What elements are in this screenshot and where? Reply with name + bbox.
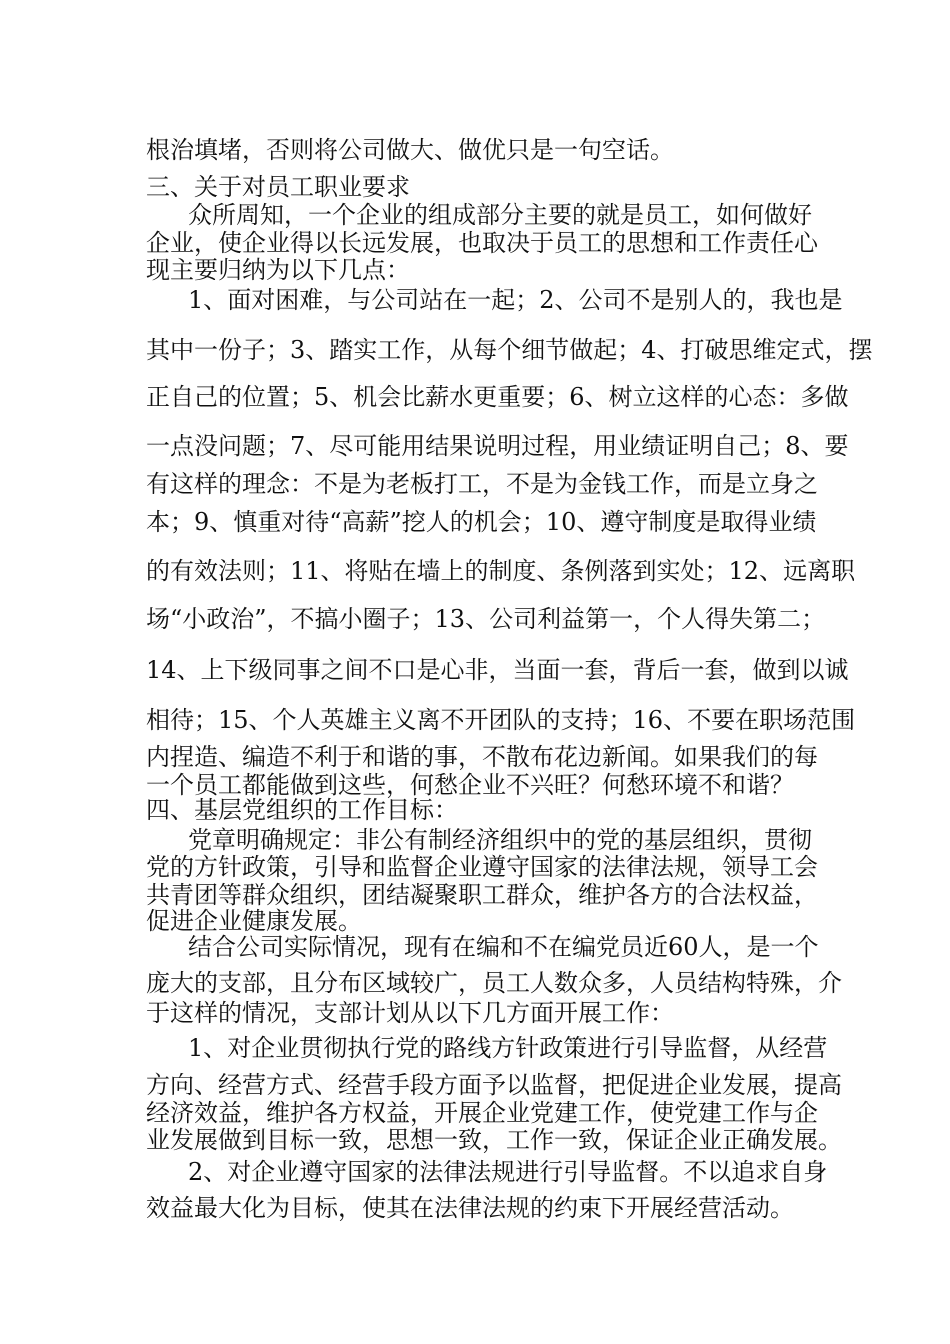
text-line: 效益最大化为目标，使其在法律法规的约束下开展经营活动。 — [146, 1194, 794, 1222]
text-line: 内捏造、编造不利于和谐的事，不散布花边新闻。如果我们的每 — [146, 743, 818, 771]
text-line: 1、对企业贯彻执行党的路线方针政策进行引导监督，从经营 — [188, 1034, 828, 1062]
text-line: 党的方针政策，引导和监督企业遵守国家的法律法规，领导工会 — [146, 853, 818, 881]
text-line: 根治填堵，否则将公司做大、做优只是一句空话。 — [146, 136, 674, 164]
text-line: 的有效法则；11、将贴在墙上的制度、条例落到实处；12、远离职 — [146, 557, 856, 585]
text-line: 有这样的理念：不是为老板打工，不是为金钱工作，而是立身之 — [146, 470, 818, 498]
text-line: 2、对企业遵守国家的法律法规进行引导监督。不以追求自身 — [188, 1158, 828, 1186]
text-line: 党章明确规定：非公有制经济组织中的党的基层组织，贯彻 — [188, 826, 812, 854]
section-heading: 三、关于对员工职业要求 — [146, 173, 410, 201]
text-line: 于这样的情况，支部计划从以下几方面开展工作： — [146, 999, 674, 1027]
text-line: 场“小政治”，不搞小圈子；13、公司利益第一，个人得失第二； — [146, 605, 826, 633]
text-line: 其中一份子；3、踏实工作，从每个细节做起；4、打破思维定式，摆 — [146, 336, 873, 364]
text-line: 方向、经营方式、经营手段方面予以监督，把促进企业发展，提高 — [146, 1071, 842, 1099]
text-line: 一个员工都能做到这些，何愁企业不兴旺？何愁环境不和谐？ — [146, 771, 794, 799]
text-line: 现主要归纳为以下几点： — [146, 256, 410, 284]
text-line: 经济效益，维护各方权益，开展企业党建工作，使党建工作与企 — [146, 1099, 818, 1127]
text-line: 本；9、慎重对待“高薪”挖人的机会；10、遵守制度是取得业绩 — [146, 508, 817, 536]
text-line: 促进企业健康发展。 — [146, 907, 362, 935]
text-line: 结合公司实际情况，现有在编和不在编党员近60人，是一个 — [188, 933, 819, 961]
text-line: 企业，使企业得以长远发展，也取决于员工的思想和工作责任心 — [146, 229, 818, 257]
section-heading: 四、基层党组织的工作目标： — [146, 796, 458, 824]
text-line: 一点没问题；7、尽可能用结果说明过程，用业绩证明自己；8、要 — [146, 432, 849, 460]
text-line: 业发展做到目标一致，思想一致，工作一致，保证企业正确发展。 — [146, 1126, 842, 1154]
text-line: 共青团等群众组织，团结凝聚职工群众，维护各方的合法权益， — [146, 881, 818, 909]
text-line: 14、上下级同事之间不口是心非，当面一套，背后一套，做到以诚 — [146, 656, 849, 684]
text-line: 1、面对困难，与公司站在一起；2、公司不是别人的，我也是 — [188, 286, 843, 314]
text-line: 庞大的支部，且分布区域较广，员工人数众多，人员结构特殊，介 — [146, 969, 842, 997]
text-line: 众所周知，一个企业的组成部分主要的就是员工，如何做好 — [188, 201, 812, 229]
text-line: 相待；15、个人英雄主义离不开团队的支持；16、不要在职场范围 — [146, 706, 856, 734]
text-line: 正自己的位置；5、机会比薪水更重要；6、树立这样的心态：多做 — [146, 383, 849, 411]
